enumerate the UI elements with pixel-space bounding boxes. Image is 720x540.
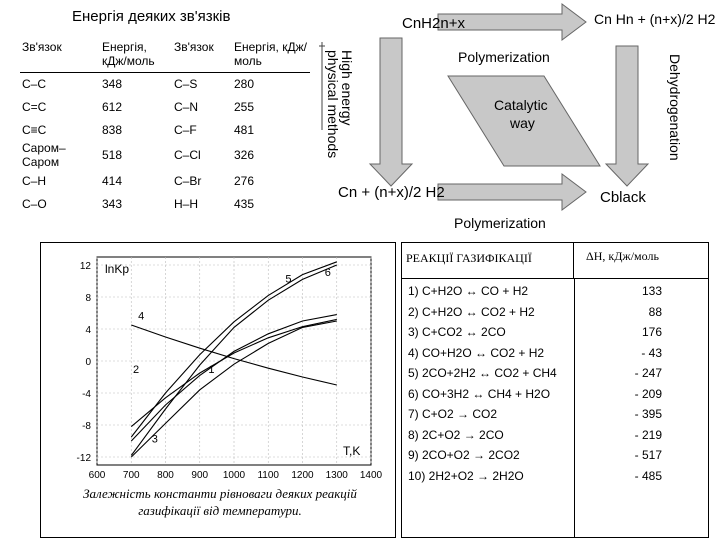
bond-header-cell: Зв'язок xyxy=(172,38,232,72)
top-polymerization-label: Polymerization xyxy=(458,49,550,65)
series-label-1: 1 xyxy=(208,364,215,376)
gas-enthalpy: - 485 xyxy=(634,468,662,483)
gas-reaction: 1) C+H2O ↔ CO + H2 xyxy=(408,284,529,298)
series-label-2: 2 xyxy=(132,364,140,376)
y-tick-label: -12 xyxy=(76,453,91,464)
y-tick-label: 0 xyxy=(85,357,91,368)
bond-table-cell: 255 xyxy=(234,99,255,114)
bond-table-cell: 414 xyxy=(102,173,123,188)
x-tick-label: 800 xyxy=(157,470,174,481)
gas-reaction: 3) C+CO2 ↔ 2CO xyxy=(408,325,506,339)
x-tick-label: 1400 xyxy=(359,470,383,481)
bond-table-cell: 348 xyxy=(102,76,123,91)
process-scheme-diagram xyxy=(318,0,720,238)
gas-table-row xyxy=(402,425,708,446)
series-label-5: 5 xyxy=(285,273,292,286)
gas-reaction: 5) 2CO+2H2 ↔ CO2 + CH4 xyxy=(408,366,557,380)
bottom-polymerization-label: Polymerization xyxy=(454,215,546,231)
chart-caption: Залежність константи рівноваги деяких реакцій газифікації від температури. xyxy=(83,486,357,518)
gas-reaction: 4) CO+H2O ↔ CO2 + H2 xyxy=(408,345,545,360)
lnkp-chart xyxy=(41,243,397,485)
gas-table-row xyxy=(402,281,708,302)
gas-table-row xyxy=(402,302,708,323)
y-tick-label: 4 xyxy=(85,325,91,336)
bond-table-cell: 481 xyxy=(234,122,255,137)
gas-enthalpy: - 43 xyxy=(641,345,662,360)
bond-table-cell: 326 xyxy=(234,148,255,162)
bottom-right-formula: Cblack xyxy=(600,189,646,206)
gas-header-reactions: РЕАКЦІЇ ГАЗИФІКАЦІЇ xyxy=(402,243,574,279)
series-label-6: 6 xyxy=(324,267,331,280)
bond-table-row xyxy=(20,141,310,169)
center-label-way: way xyxy=(510,115,535,131)
gas-reaction: 10) 2H2+O2 → 2H2O xyxy=(408,468,524,483)
bond-table-cell: 838 xyxy=(102,122,123,137)
top-right-formula: Cn Hn + (n+x)/2 H2 xyxy=(594,11,716,27)
bond-table-cell: C≡C xyxy=(22,122,47,137)
bond-header-cell: Енергія, кДж/моль xyxy=(232,38,310,72)
y-tick-label: 12 xyxy=(79,261,91,272)
gas-reaction: 8) 2C+O2 → 2CO xyxy=(408,427,504,442)
bond-table-cell: H–H xyxy=(174,196,199,211)
gas-table-rows xyxy=(402,281,708,486)
bond-table-cell: 276 xyxy=(234,173,255,188)
bond-header-cell: Зв'язок xyxy=(20,38,100,72)
series-label-4: 4 xyxy=(138,310,145,323)
x-tick-label: 700 xyxy=(122,470,140,481)
bond-header-cell: Енергія, кДж/моль xyxy=(100,38,172,72)
bond-table-row xyxy=(20,169,310,192)
bond-energy-table xyxy=(20,38,310,215)
gas-table-row xyxy=(402,404,708,425)
top-left-formula: CnH2n+x xyxy=(402,15,465,32)
right-down-arrow xyxy=(606,46,648,186)
bond-table-row xyxy=(20,118,310,141)
x-tick-label: 600 xyxy=(88,470,106,481)
bond-table-cell: C–Br xyxy=(174,173,202,188)
bond-table-row xyxy=(20,192,310,215)
bond-table-cell: Cаром–Саром xyxy=(22,141,66,169)
gas-enthalpy: - 219 xyxy=(634,427,662,442)
bond-table-cell: 343 xyxy=(102,196,123,211)
bond-table-cell: 518 xyxy=(102,148,123,162)
bond-table-cell: C–H xyxy=(22,173,47,188)
gas-enthalpy: - 247 xyxy=(634,366,662,380)
bond-table-cell: 435 xyxy=(234,196,255,211)
bond-table-cell: C–O xyxy=(22,196,47,211)
gas-table-row xyxy=(402,363,708,384)
gas-table-row xyxy=(402,466,708,487)
gas-enthalpy: 176 xyxy=(641,325,662,339)
gas-reaction: 2) C+H2O ↔ CO2 + H2 xyxy=(408,304,535,319)
left-label-physical-methods: physical methods xyxy=(325,50,341,159)
x-tick-label: 1100 xyxy=(257,470,280,481)
bond-table-cell: 280 xyxy=(234,76,255,91)
x-tick-label: 1200 xyxy=(291,470,314,481)
gas-enthalpy: 88 xyxy=(648,304,662,319)
bottom-arrow xyxy=(438,174,586,210)
gas-table-row xyxy=(402,322,708,343)
bond-table-cell: C–Cl xyxy=(174,148,201,162)
gas-table-row xyxy=(402,445,708,466)
bond-table-row xyxy=(20,95,310,118)
gas-reaction: 9) 2CO+O2 → 2CO2 xyxy=(408,448,520,462)
bond-table-cell: C=C xyxy=(22,99,47,114)
gas-table-row xyxy=(402,343,708,364)
gas-enthalpy: 133 xyxy=(641,284,662,298)
right-label-dehydrogenation: Dehydrogenation xyxy=(667,54,683,161)
y-tick-label: -4 xyxy=(82,389,91,400)
bond-table-cell: C–F xyxy=(174,122,197,137)
x-tick-label: 900 xyxy=(191,470,209,481)
gas-header-enthalpy: ΔH, кДж/моль xyxy=(574,243,708,279)
x-tick-label: 1000 xyxy=(222,470,246,481)
bond-table-body xyxy=(20,72,310,215)
y-tick-label: -8 xyxy=(82,421,91,432)
bond-table-cell: C–S xyxy=(174,76,198,91)
bond-table-title: Енергія деяких зв'язків xyxy=(72,8,231,25)
left-label-high-energy: High energy xyxy=(339,50,355,126)
gasification-table xyxy=(401,242,709,538)
y-axis-label: lnKp xyxy=(105,262,130,276)
bottom-left-formula: Cn + (n+x)/2 H2 xyxy=(338,184,445,201)
center-label-catalytic: Catalytic xyxy=(494,97,548,113)
gas-table-row xyxy=(402,384,708,405)
bond-table-cell: C–C xyxy=(22,76,47,91)
x-axis-label: T,K xyxy=(343,444,361,458)
bond-table-cell: 612 xyxy=(102,99,123,114)
gas-enthalpy: - 209 xyxy=(634,386,662,401)
gas-enthalpy: - 517 xyxy=(634,448,662,462)
bond-table-row xyxy=(20,72,310,95)
series-label-3: 3 xyxy=(151,433,158,446)
bond-table-header-row xyxy=(20,38,310,72)
gas-reaction: 7) C+O2 → CO2 xyxy=(408,407,498,421)
x-tick-label: 1300 xyxy=(325,470,348,481)
lnkp-chart-frame xyxy=(40,242,396,538)
y-tick-label: 8 xyxy=(85,293,91,304)
gas-enthalpy: - 395 xyxy=(634,407,662,421)
left-down-arrow xyxy=(370,38,412,186)
bond-table-cell: C–N xyxy=(174,99,199,114)
gas-reaction: 6) CO+3H2 ↔ CH4 + H2O xyxy=(408,386,551,401)
